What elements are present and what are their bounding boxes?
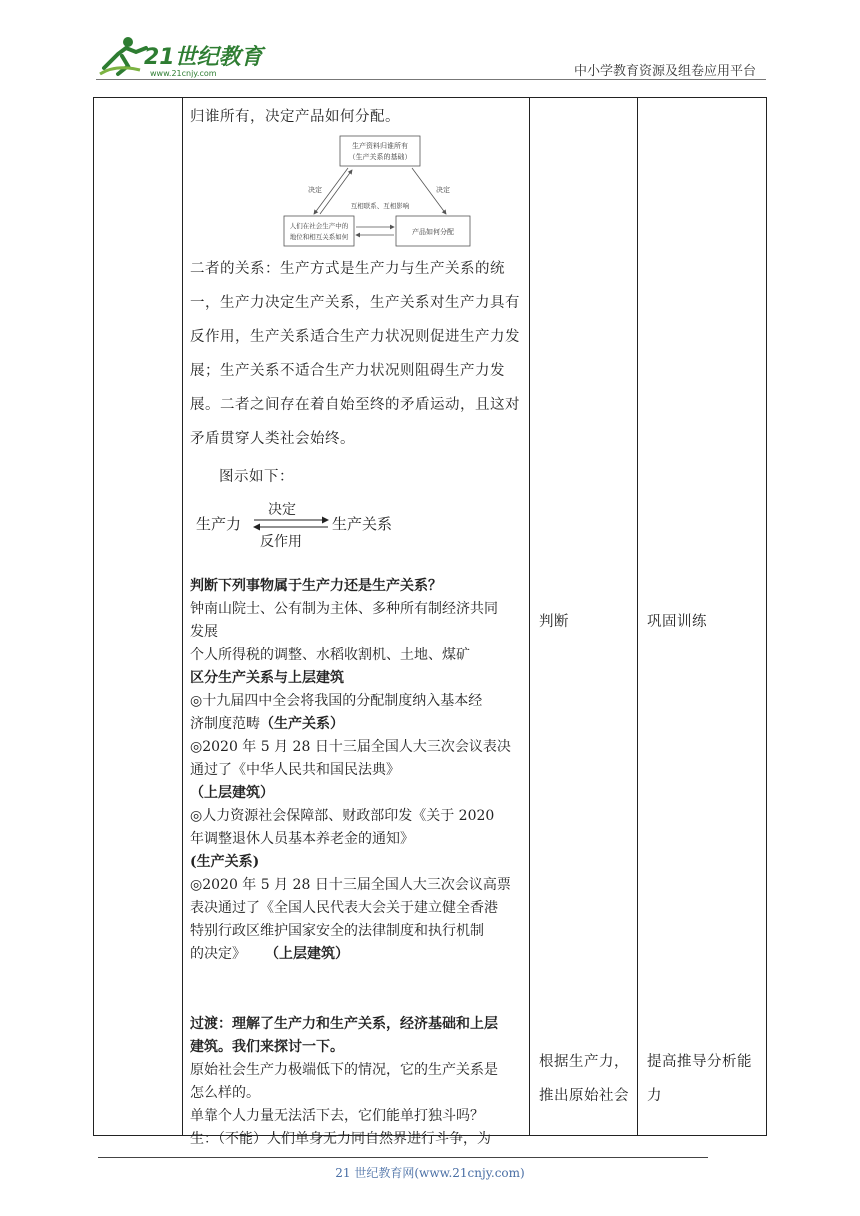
item4-line-1: ◎2020 年 5 月 28 日十三届全国人大三次会议高票	[190, 877, 511, 893]
table-border-left	[93, 97, 94, 1136]
transition-text-4: 生：（不能）人们单身无力同自然界进行斗争，为	[190, 1131, 491, 1147]
runner-icon	[100, 37, 146, 74]
table-col-divider-3	[637, 97, 638, 1136]
intent-consolidate: 巩固训练	[647, 614, 707, 630]
left-edge-label: 决定	[308, 186, 322, 194]
student-infer-line-2: 推出原始社会	[539, 1088, 629, 1104]
item4-answer: （上层建筑）	[272, 946, 349, 962]
item3-answer: (生产关系)	[190, 854, 260, 870]
table-col-divider-1	[182, 97, 183, 1136]
transition-line-2: 建筑。我们来探讨一下。	[190, 1039, 344, 1055]
transition-text-1: 原始社会生产力极端低下的情况，它的生产关系是	[190, 1062, 498, 1078]
item4-text: 的决定》	[190, 946, 246, 962]
transition-text-2: 怎么样的。	[190, 1085, 260, 1101]
logo-url: www.21cnjy.com	[150, 69, 217, 78]
question-title: 判断下列事物属于生产力还是生产关系？	[190, 578, 442, 594]
top-box-line1: 生产资料归谁所有	[352, 142, 408, 150]
question-line-2: 发展	[190, 624, 218, 640]
item1-line-2	[190, 713, 525, 736]
diagram-intro: 图示如下：	[219, 469, 294, 485]
productivity-relation-diagram	[190, 498, 410, 550]
left-box-line2: 地位和相互关系如何	[289, 233, 349, 241]
item4-line-2: 表决通过了《全国人民代表大会关于建立健全香港	[190, 900, 498, 916]
middle-label: 互相联系、互相影响	[350, 202, 410, 210]
left-box-line1: 人们在社会生产中的	[289, 222, 349, 230]
intent-ability-line-1: 提高推导分析能	[647, 1054, 752, 1070]
footer-divider	[98, 1157, 708, 1158]
item1-text: 济制度范畴	[190, 716, 260, 732]
decides-label: 决定	[268, 502, 296, 518]
item2-answer: （上层建筑）	[190, 785, 274, 801]
footer-link[interactable]: 21 世纪教育网(www.21cnjy.com)	[335, 1166, 525, 1180]
reaction-label: 反作用	[260, 534, 302, 550]
teaching-content	[190, 98, 525, 1151]
item1-answer: （生产关系）	[260, 716, 344, 732]
relation-line-2: 一，生产力决定生产关系，生产关系对生产力具有	[190, 295, 520, 311]
question-line-3: 个人所得税的调整、水稻收割机、土地、煤矿	[190, 647, 470, 663]
intro-line: 归谁所有，决定产品如何分配。	[190, 109, 400, 125]
relations-label: 生产关系	[332, 515, 393, 533]
header-divider	[96, 79, 766, 80]
top-box-line2: （生产关系的基础）	[348, 153, 412, 161]
transition-text-3: 单靠个人力量无法活下去，它们能单打独斗吗？	[190, 1108, 484, 1124]
platform-name: 中小学教育资源及组卷应用平台	[573, 64, 756, 79]
relation-line-6: 矛盾贯穿人类社会始终。	[190, 431, 355, 447]
exercise-block	[190, 575, 525, 966]
productivity-label: 生产力	[196, 515, 242, 533]
site-logo	[96, 34, 266, 80]
relation-paragraph	[190, 252, 525, 456]
production-relation-diagram	[280, 134, 480, 252]
transition-line-1: 过渡：理解了生产力和生产关系，经济基础和上层	[190, 1016, 498, 1032]
table-border-right	[766, 97, 767, 1136]
right-edge-label: 决定	[436, 186, 450, 194]
distinguish-title: 区分生产关系与上层建筑	[190, 670, 344, 686]
relation-line-3: 反作用，生产关系适合生产力状况则促进生产力发	[190, 329, 520, 345]
student-infer-line-1: 根据生产力，	[539, 1054, 629, 1070]
item2-line-1: ◎2020 年 5 月 28 日十三届全国人大三次会议表决	[190, 739, 511, 755]
item3-line-1: ◎人力资源社会保障部、财政部印发《关于 2020	[190, 808, 495, 824]
item4-line-4	[190, 943, 525, 966]
right-box: 产品如何分配	[412, 228, 454, 236]
transition-block	[190, 1013, 525, 1151]
relation-line-1: 二者的关系：生产方式是生产力与生产关系的统	[190, 261, 505, 277]
intent-ability-line-2: 力	[647, 1088, 662, 1104]
student-judge: 判断	[539, 614, 569, 630]
question-line-1: 钟南山院士、公有制为主体、多种所有制经济共同	[190, 601, 498, 617]
table-col-divider-2	[529, 97, 530, 1136]
item2-line-2: 通过了《中华人民共和国民法典》	[190, 762, 400, 778]
relation-line-5: 展。二者之间存在着自始至终的矛盾运动，且这对	[190, 397, 520, 413]
relation-line-4: 展；生产关系不适合生产力状况则阻碍生产力发	[190, 363, 505, 379]
logo-text: 21世纪教育	[144, 45, 263, 70]
item4-line-3: 特别行政区维护国家安全的法律制度和执行机制	[190, 923, 484, 939]
item3-line-2: 年调整退休人员基本养老金的通知》	[190, 831, 414, 847]
item1-line-1: ◎十九届四中全会将我国的分配制度纳入基本经	[190, 693, 483, 709]
